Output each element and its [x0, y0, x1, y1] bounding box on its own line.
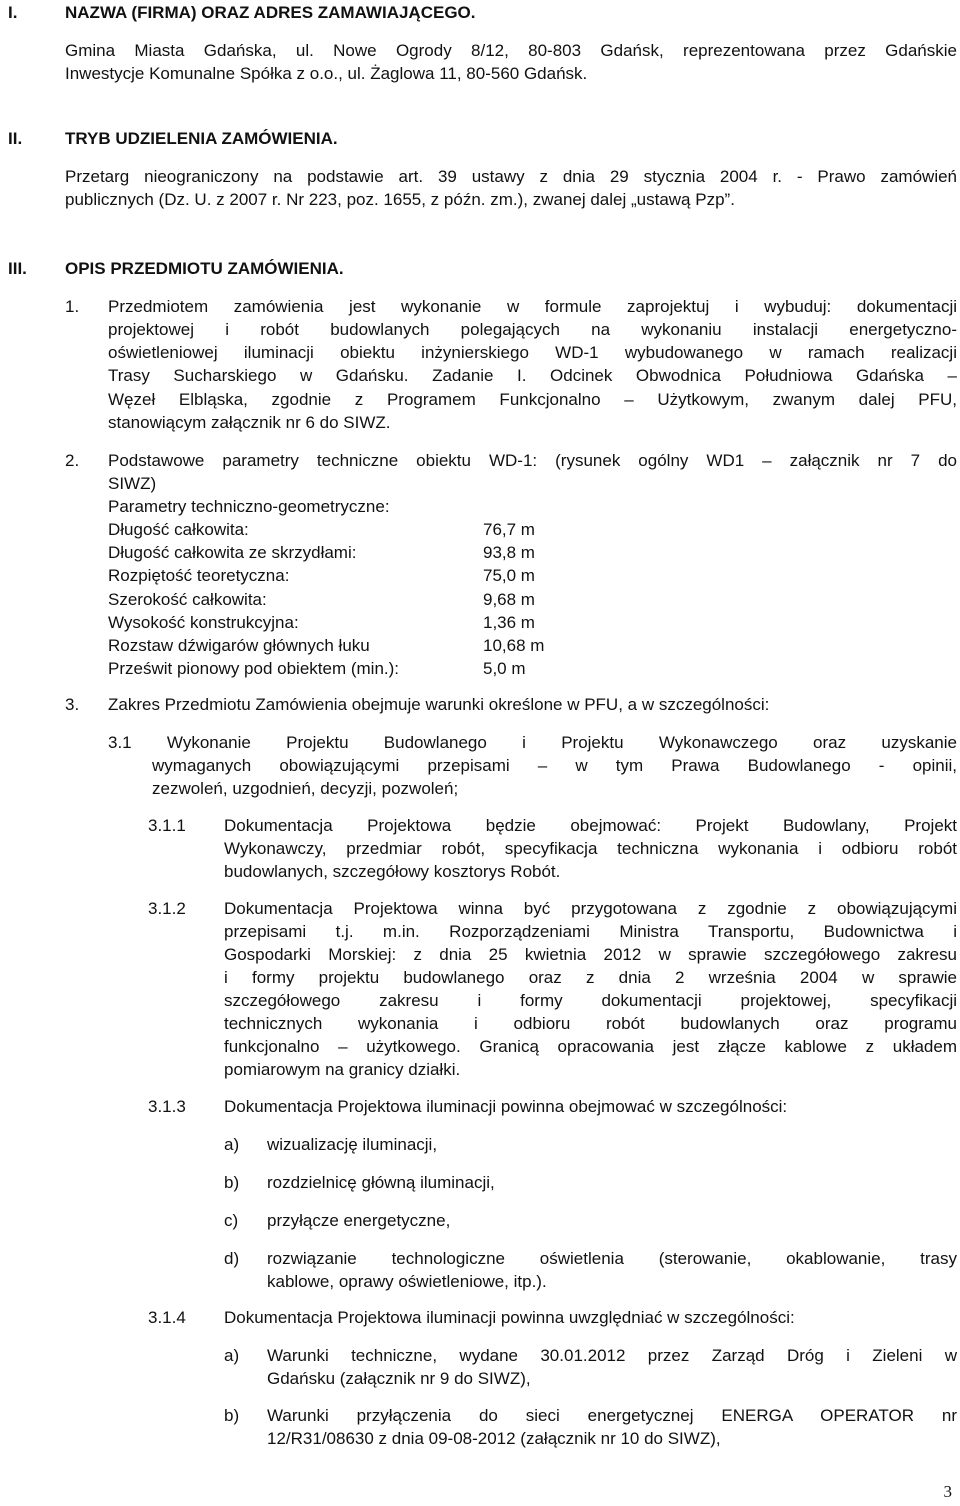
paragraph-line: Trasy Sucharskiego w Gdańsku. Zadanie I. Odcinek Obwodnica Południowa Gdańska –: [108, 366, 957, 385]
section-number: III.: [8, 259, 27, 278]
param-label: Długość całkowita:: [108, 520, 249, 539]
paragraph-line: publicznych (Dz. U. z 2007 r. Nr 223, poz. 1655, z późn. zm.), zwanej dalej „ustawą Pzp”.: [65, 190, 735, 209]
param-label: Rozpiętość teoretyczna:: [108, 566, 290, 585]
paragraph-line: wymaganych obowiązującymi przepisami – w tym Prawa Budowlanego - opinii,: [152, 756, 957, 775]
param-value: 5,0 m: [483, 659, 526, 678]
paragraph-line: budowlanych, szczegółowy kosztorys Robót.: [224, 862, 561, 881]
paragraph-line: technicznych wykonania i odbioru robót budowlanych oraz programu: [224, 1014, 957, 1033]
section-heading: TRYB UDZIELENIA ZAMÓWIENIA.: [65, 129, 338, 148]
paragraph-line: SIWZ): [108, 474, 157, 493]
section-heading: NAZWA (FIRMA) ORAZ ADRES ZAMAWIAJĄCEGO.: [65, 3, 476, 22]
paragraph-line: szczegółowego zakresu i formy dokumentacji projektowej, specyfikacji: [224, 991, 957, 1010]
paragraph-line: projektowej i robót budowlanych polegających na wykonaniu instalacji energetyczno-: [108, 320, 957, 339]
param-label: Wysokość konstrukcyjna:: [108, 613, 299, 632]
list-item: Warunki przyłączenia do sieci energetycznej ENERGA OPERATOR nr: [267, 1406, 957, 1425]
item-number: 3.1.1: [148, 816, 186, 835]
item-number: 3.1.2: [148, 899, 186, 918]
paragraph-line: Zakres Przedmiotu Zamówienia obejmuje warunki określone w PFU, a w szczególności:: [108, 695, 770, 714]
param-value: 93,8 m: [483, 543, 535, 562]
item-number: 3.1.4: [148, 1308, 186, 1327]
param-label: Szerokość całkowita:: [108, 590, 267, 609]
paragraph-line: Dokumentacja Projektowa będzie obejmować: Projekt Budowlany, Projekt: [224, 816, 957, 835]
section-number: I.: [8, 3, 18, 22]
paragraph-line: Przetarg nieograniczony na podstawie art. 39 ustawy z dnia 29 stycznia 2004 r. - Prawo zamówień: [65, 167, 957, 186]
paragraph-line: funkcjonalno – użytkowego. Granicą opracowania jest złącze kablowe z układem: [224, 1037, 957, 1056]
param-value: 1,36 m: [483, 613, 535, 632]
list-letter: a): [224, 1346, 240, 1365]
list-item: rozdzielnicę główną iluminacji,: [267, 1173, 495, 1192]
paragraph-line: Wykonawczy, przedmiar robót, specyfikacja techniczna wykonania i odbioru robót: [224, 839, 957, 858]
paragraph-line: Dokumentacja Projektowa iluminacji powinna uwzględniać w szczególności:: [224, 1308, 795, 1327]
paragraph-line: Gospodarki Morskiej: z dnia 25 kwietnia 2012 w sprawie szczegółowego zakresu: [224, 945, 957, 964]
list-item: 12/R31/08630 z dnia 09-08-2012 (załącznik nr 10 do SIWZ),: [267, 1429, 721, 1448]
list-item: Warunki techniczne, wydane 30.01.2012 przez Zarząd Dróg i Zieleni w: [267, 1346, 957, 1365]
list-letter: d): [224, 1249, 240, 1268]
paragraph-line: Przedmiotem zamówienia jest wykonanie w formule zaprojektuj i wybuduj: dokumentacji: [108, 297, 957, 316]
paragraph-line: Inwestycje Komunalne Spółka z o.o., ul. Żaglowa 11, 80-560 Gdańsk.: [65, 64, 588, 83]
list-letter: b): [224, 1406, 240, 1425]
list-item: Gdańsku (załącznik nr 9 do SIWZ),: [267, 1369, 531, 1388]
param-value: 9,68 m: [483, 590, 535, 609]
paragraph-line: 3.1 Wykonanie Projektu Budowlanego i Projektu Wykonawczego oraz uzyskanie: [108, 733, 957, 752]
item-number: 1.: [65, 297, 80, 316]
paragraph-line: Podstawowe parametry techniczne obiektu WD-1: (rysunek ogólny WD1 – załącznik nr 7 do: [108, 451, 957, 470]
paragraph-line: i formy projektu budowlanego oraz z dnia 2 września 2004 w sprawie: [224, 968, 957, 987]
page-number: 3: [943, 1482, 952, 1501]
param-value: 76,7 m: [483, 520, 535, 539]
section-number: II.: [8, 129, 23, 148]
param-label: Rozstaw dźwigarów głównych łuku: [108, 636, 370, 655]
paragraph-line: Gmina Miasta Gdańska, ul. Nowe Ogrody 8/12, 80-803 Gdańsk, reprezentowana przez Gdańskie: [65, 41, 957, 60]
param-label: Długość całkowita ze skrzydłami:: [108, 543, 357, 562]
item-number: 2.: [65, 451, 80, 470]
item-number: 3.1.3: [148, 1097, 186, 1116]
list-item: wizualizację iluminacji,: [267, 1135, 438, 1154]
list-item: kablowe, oprawy oświetleniowe, itp.).: [267, 1272, 547, 1291]
list-letter: b): [224, 1173, 240, 1192]
paragraph-line: przepisami t.j. m.in. Rozporządzeniami Ministra Transportu, Budownictwa i: [224, 922, 957, 941]
param-label: Prześwit pionowy pod obiektem (min.):: [108, 659, 400, 678]
paragraph-line: oświetleniowej iluminacji obiektu inżynierskiego WD-1 wybudowanego w ramach realizacji: [108, 343, 957, 362]
paragraph-line: Węzeł Elbląska, zgodnie z Programem Funkcjonalno – Użytkowym, zwanym dalej PFU,: [108, 390, 957, 409]
param-value: 10,68 m: [483, 636, 545, 655]
paragraph-line: zezwoleń, uzgodnień, decyzji, pozwoleń;: [152, 779, 459, 798]
list-letter: a): [224, 1135, 240, 1154]
list-item: rozwiązanie technologiczne oświetlenia (sterowanie, okablowanie, trasy: [267, 1249, 957, 1268]
param-value: 75,0 m: [483, 566, 535, 585]
list-item: przyłącze energetyczne,: [267, 1211, 451, 1230]
paragraph-line: Parametry techniczno-geometryczne:: [108, 497, 390, 516]
section-heading: OPIS PRZEDMIOTU ZAMÓWIENIA.: [65, 259, 344, 278]
list-letter: c): [224, 1211, 239, 1230]
paragraph-line: pomiarowym na granicy działki.: [224, 1060, 461, 1079]
item-number: 3.: [65, 695, 80, 714]
paragraph-line: Dokumentacja Projektowa winna być przygotowana z zgodnie z obowiązującymi: [224, 899, 957, 918]
paragraph-line: stanowiącym załącznik nr 6 do SIWZ.: [108, 413, 391, 432]
paragraph-line: Dokumentacja Projektowa iluminacji powinna obejmować w szczególności:: [224, 1097, 788, 1116]
